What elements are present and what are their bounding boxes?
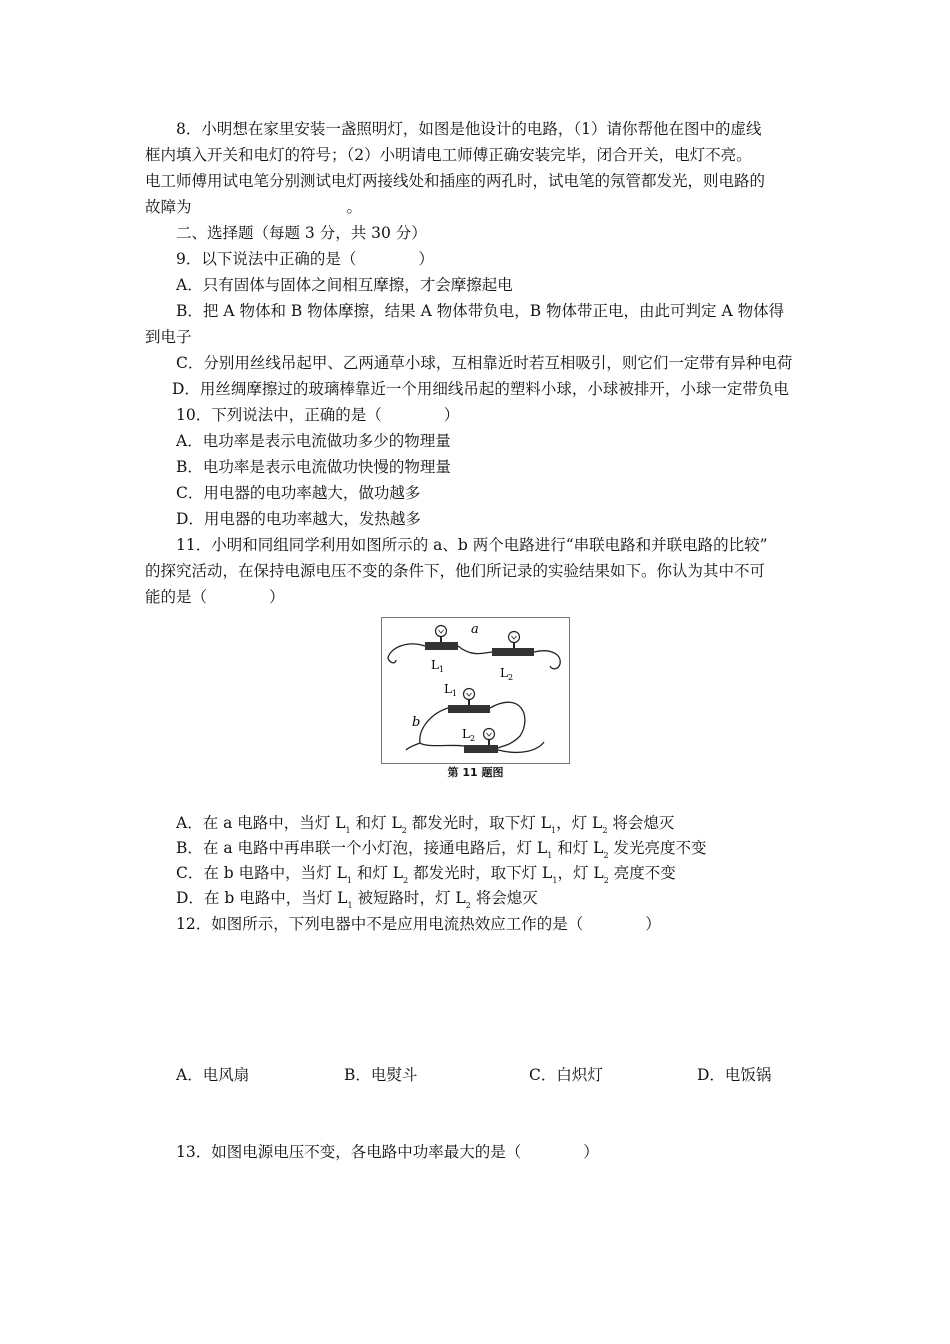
- lamp-l1-label-a: $L_1$: [431, 658, 445, 674]
- q11-figure-caption: 第 11 题图: [447, 766, 504, 779]
- lamp-l1-circuit-a: [425, 626, 458, 651]
- q11-option-c: C．在 b 电路中，当灯 $L_1$ 和灯 $L_2$ 都发光时，取下灯 $L_1$，灯 $L_2$ 亮度不变: [176, 864, 676, 885]
- q9-option-b-line-2: 到电子: [145, 328, 192, 346]
- q12-option-a: A．电风扇: [176, 1066, 250, 1084]
- q9-stem: 9．以下说法中正确的是（ ）: [176, 250, 434, 268]
- section-heading: 二、选择题（每题 3 分，共 30 分）: [176, 224, 427, 242]
- q9-option-d: D．用丝绸摩擦过的玻璃棒靠近一个用细线吊起的塑料小球，小球被排开，小球一定带负电: [172, 380, 789, 398]
- q8-line-4: 故障为 。: [145, 198, 363, 216]
- circuit-b-label: b: [412, 715, 421, 730]
- q10-stem: 10．下列说法中，正确的是（ ）: [176, 406, 460, 424]
- q13-stem: 13．如图电源电压不变，各电路中功率最大的是（ ）: [176, 1143, 599, 1161]
- q8-line-3: 电工师傅用试电笔分别测试电灯两接线处和插座的两孔时，试电笔的氖管都发光，则电路的: [145, 172, 766, 190]
- lamp-l1-label-b: $L_1$: [444, 682, 458, 698]
- circuit-a-label: a: [471, 622, 479, 637]
- q11-line-1: 11．小明和同组同学利用如图所示的 a、b 两个电路进行“串联电路和并联电路的比较”: [176, 536, 768, 554]
- q10-option-c: C．用电器的电功率越大，做功越多: [176, 484, 421, 502]
- q11-circuit-figure: [381, 617, 570, 764]
- q11-option-a: A．在 a 电路中，当灯 $L_1$ 和灯 $L_2$ 都发光时，取下灯 $L_1$，灯 $L_2$ 将会熄灭: [176, 814, 675, 835]
- circuit-a-wires: [388, 644, 560, 669]
- q12-option-c: C．白炽灯: [529, 1066, 603, 1084]
- lamp-l2-label-a: $L_2$: [500, 666, 514, 682]
- q8-line-1: 8．小明想在家里安装一盏照明灯，如图是他设计的电路，（1）请你帮他在图中的虚线: [176, 120, 762, 138]
- q8-line-2: 框内填入开关和电灯的符号；（2）小明请电工师傅正确安装完毕，闭合开关，电灯不亮。: [145, 146, 752, 164]
- q12-stem: 12．如图所示，下列电器中不是应用电流热效应工作的是（ ）: [176, 915, 661, 933]
- lamp-l2-label-b: $L_2$: [462, 727, 476, 743]
- q12-option-b: B．电熨斗: [344, 1066, 418, 1084]
- q11-option-d: D．在 b 电路中，当灯 $L_1$ 被短路时，灯 $L_2$ 将会熄灭: [176, 889, 538, 910]
- q11-line-3: 能的是（ ）: [145, 588, 285, 606]
- q9-option-c: C．分别用丝线吊起甲、乙两通草小球，互相靠近时若互相吸引，则它们一定带有异种电荷: [176, 354, 793, 372]
- q9-option-a: A．只有固体与固体之间相互摩擦，才会摩擦起电: [176, 276, 513, 294]
- q11-line-2: 的探究活动，在保持电源电压不变的条件下，他们所记录的实验结果如下。你认为其中不可: [145, 562, 766, 580]
- q9-option-b-line-1: B．把 A 物体和 B 物体摩擦，结果 A 物体带负电，B 物体带正电，由此可判定 A 物体得: [176, 302, 785, 320]
- q10-option-d: D．用电器的电功率越大，发热越多: [176, 510, 421, 528]
- q10-option-b: B．电功率是表示电流做功快慢的物理量: [176, 458, 451, 476]
- q12-option-d: D．电饭锅: [697, 1066, 772, 1084]
- lamp-l2-circuit-a: [492, 632, 534, 657]
- q11-option-b: B．在 a 电路中再串联一个小灯泡，接通电路后，灯 $L_1$ 和灯 $L_2$ 发光亮度不变: [176, 839, 707, 860]
- q10-option-a: A．电功率是表示电流做功多少的物理量: [176, 432, 451, 450]
